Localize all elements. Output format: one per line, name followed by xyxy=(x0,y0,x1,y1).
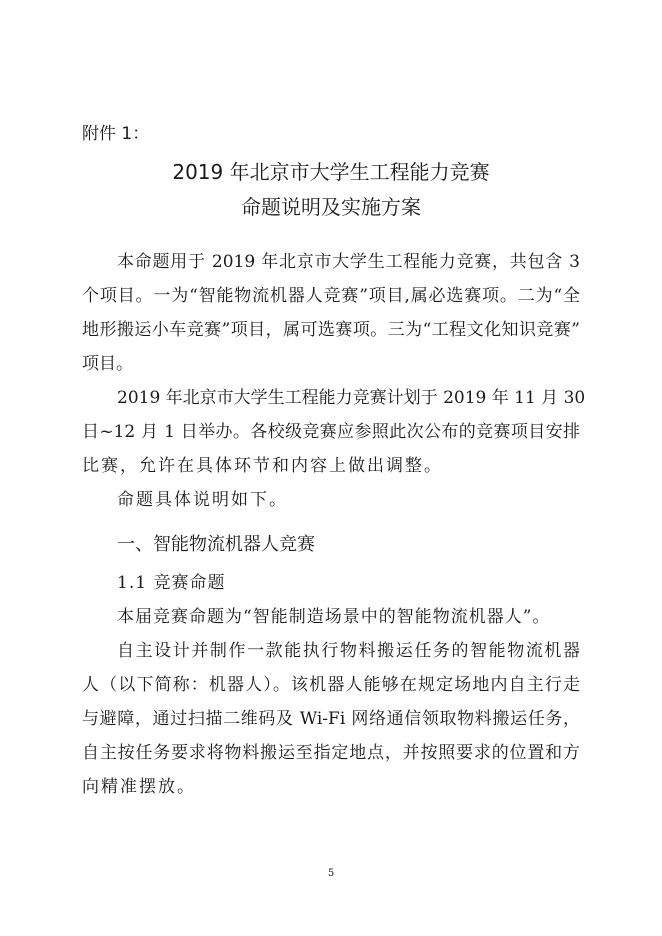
paragraph-line: 个项目。一为“智能物流机器人竞赛”项目,属必选赛项。二为“全 xyxy=(82,286,580,306)
section-heading: 一、智能物流机器人竞赛 xyxy=(117,534,315,555)
paragraph-line: 项目。 xyxy=(82,354,133,374)
document-title-line2: 命题说明及实施方案 xyxy=(241,195,421,219)
paragraph-line: 命题具体说明如下。 xyxy=(117,490,288,510)
paragraph-line: 日~12 月 1 日举办。各校级竞赛应参照此次公布的竞赛项目安排 xyxy=(82,422,580,442)
paragraph-line: 向精准摆放。 xyxy=(82,777,196,797)
page-number: 5 xyxy=(327,868,335,879)
paragraph-line: 本届竞赛命题为“智能制造场景中的智能物流机器人”。 xyxy=(117,607,551,627)
document-title-line1: 2019 年北京市大学生工程能力竞赛 xyxy=(172,160,490,184)
paragraph-line: 比赛，允许在具体环节和内容上做出调整。 xyxy=(82,456,443,476)
paragraph-line: 自主设计并制作一款能执行物料搬运任务的智能物流机器 xyxy=(117,641,580,661)
paragraph-line: 本命题用于 2019 年北京市大学生工程能力竞赛，共包含 3 xyxy=(117,252,580,272)
attachment-label: 附件 1： xyxy=(82,124,150,144)
paragraph-line: 人（以下简称：机器人）。该机器人能够在规定场地内自主行走 xyxy=(82,675,580,695)
paragraph-line: 自主按任务要求将物料搬运至指定地点，并按照要求的位置和方 xyxy=(82,743,580,763)
subsection-heading: 1.1 竞赛命题 xyxy=(117,573,226,593)
paragraph-line: 2019 年北京市大学生工程能力竞赛计划于 2019 年 11 月 30 xyxy=(117,388,586,408)
paragraph-line: 地形搬运小车竞赛”项目，属可选赛项。三为“工程文化知识竞赛” xyxy=(82,320,580,340)
paragraph-line: 与避障，通过扫描二维码及 Wi-Fi 网络通信领取物料搬运任务， xyxy=(82,709,580,729)
